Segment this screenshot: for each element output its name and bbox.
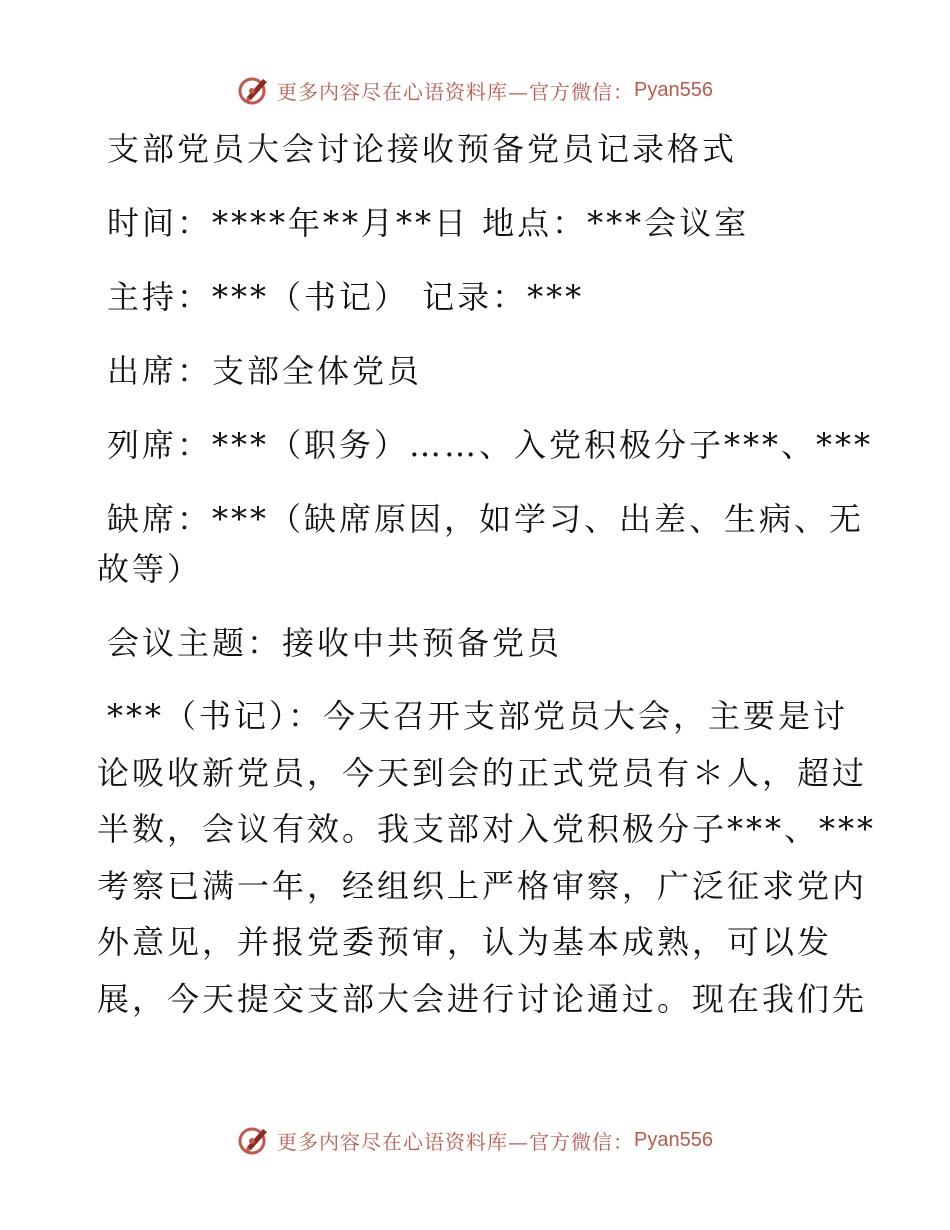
speech-line: 外意见，并报党委预审，认为基本成熟，可以发 (97, 923, 833, 961)
meeting-topic-line: 会议主题：接收中共预备党员 (107, 624, 563, 662)
absent-line: 缺席：***（缺席原因，如学习、出差、生病、无 (107, 500, 865, 538)
watermark-bottom (0, 1120, 950, 1160)
document-body (97, 124, 877, 1027)
watermark-top (0, 70, 950, 110)
pen-logo-icon (237, 1123, 271, 1157)
secretary-speech (97, 688, 877, 1027)
watermark-text: 更多内容尽在心语资料库—官方微信： (277, 1129, 635, 1154)
pen-logo-icon (237, 73, 271, 107)
time-location-line: 时间：****年**月**日 地点：***会议室 (107, 204, 750, 242)
host-recorder-line: 主持：***（书记） 记录：*** (107, 278, 585, 316)
watermark-id: Pyan556 (634, 78, 713, 101)
watermark-text: 更多内容尽在心语资料库—官方微信： (277, 79, 635, 104)
speech-line: 展，今天提交支部大会进行讨论通过。现在我们先 (97, 979, 868, 1018)
absent-line-continued: 故等） (97, 550, 203, 588)
observers-line: 列席：***（职务）……、入党积极分子***、*** (107, 426, 874, 464)
speech-line: ***（书记）：今天召开支部党员大会，主要是讨 (107, 697, 849, 735)
attendees-line: 出席：支部全体党员 (107, 352, 423, 390)
document-title: 支部党员大会讨论接收预备党员记录格式 (107, 130, 738, 168)
watermark-id: Pyan556 (634, 1128, 713, 1151)
speech-line: 考察已满一年，经组织上严格审察，广泛征求党内 (97, 866, 868, 905)
speech-line: 半数，会议有效。我支部对入党积极分子***、*** (97, 810, 877, 848)
speech-line: 论吸收新党员，今天到会的正式党员有＊人，超过 (97, 753, 868, 792)
